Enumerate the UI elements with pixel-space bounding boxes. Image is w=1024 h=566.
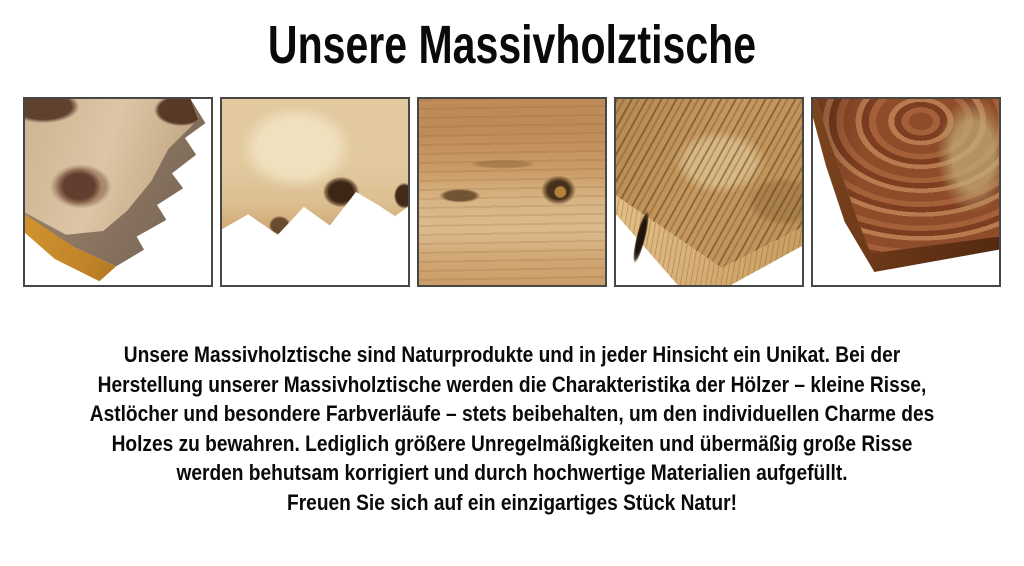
description-line: Freuen Sie sich auf ein einzigartiges Stück Natur!: [287, 489, 737, 515]
wood-photo-2-surface: [222, 99, 408, 285]
description-line: Astlöcher und besondere Farbverläufe – stets beibehalten, um den individuellen Charme des: [89, 401, 935, 426]
wood-photo-1: [23, 97, 213, 287]
wood-photo-2: [220, 97, 410, 287]
description-line: Holzes zu bewahren. Lediglich größere Unregelmäßigkeiten und übermäßig große Risse: [111, 430, 913, 456]
wood-photo-3: [417, 97, 607, 287]
description-line: Herstellung unserer Massivholztische werden die Charakteristika der Hölzer – kleine Risse,: [97, 371, 927, 397]
wood-photo-5: [811, 97, 1001, 287]
page-title: Unsere Massivholztische: [267, 15, 757, 75]
wood-photo-gallery: [0, 97, 1024, 287]
description-line: werden behutsam korrigiert und durch hochwertige Materialien aufgefüllt.: [176, 460, 848, 485]
wood-photo-4: [614, 97, 804, 287]
description-text: [67, 340, 958, 517]
description-line: Unsere Massivholztische sind Naturprodukte und in jeder Hinsicht ein Unikat. Bei der: [123, 342, 901, 367]
wood-photo-3-surface: [419, 99, 605, 285]
